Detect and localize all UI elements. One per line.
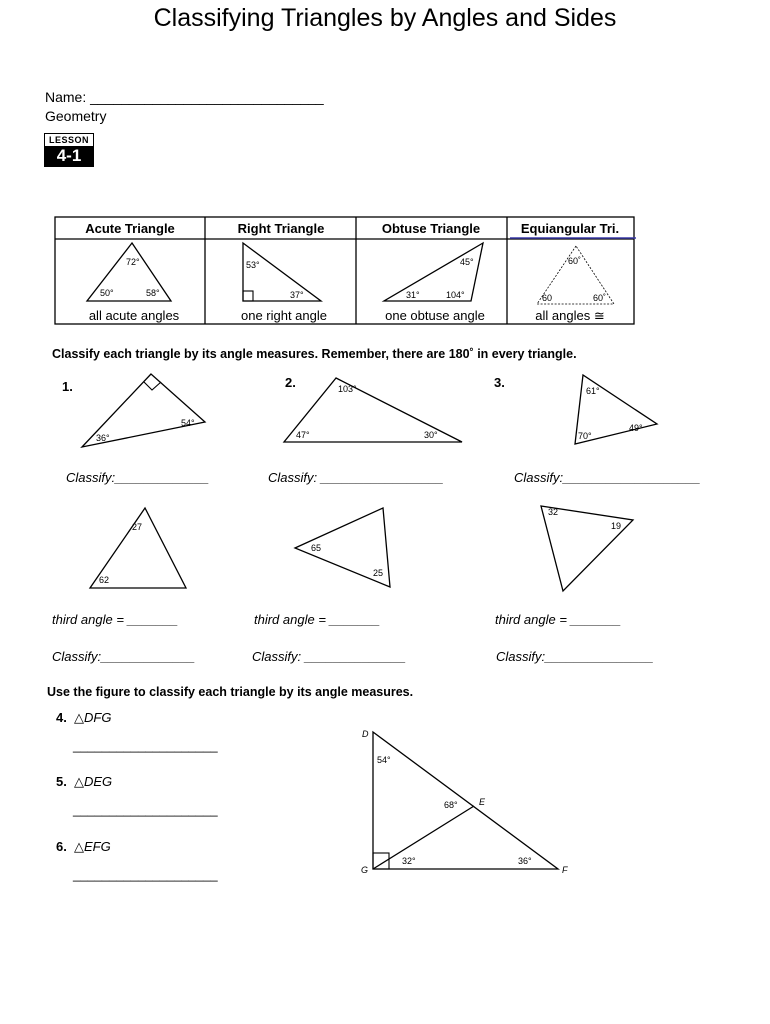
problem-6-triangle xyxy=(541,506,633,591)
question-label: △DEG xyxy=(74,774,113,789)
angle-label: 36° xyxy=(518,856,532,866)
caption-equiangular: all angles ≅ xyxy=(535,308,605,323)
third-angle-blank[interactable]: third angle = _______ xyxy=(254,612,381,627)
angle-label: 60˚ xyxy=(568,256,582,266)
angle-label: 72° xyxy=(126,257,140,267)
problem-number: 1. xyxy=(62,379,73,394)
angle-label: 68° xyxy=(444,800,458,810)
angle-label: 49° xyxy=(629,423,643,433)
vertex-label: F xyxy=(562,865,568,875)
right-angle-mark xyxy=(243,291,253,301)
angle-label: 31° xyxy=(406,290,420,300)
angle-label: 62 xyxy=(99,575,110,585)
question-number: 4. xyxy=(56,710,67,725)
angle-label: 45° xyxy=(460,257,474,267)
caption-right: one right angle xyxy=(240,308,328,323)
right-triangle-diagram xyxy=(243,243,321,301)
answer-blank[interactable]: ____________________ xyxy=(73,867,218,882)
classify-blank[interactable]: Classify:_____________ xyxy=(66,470,210,485)
angle-label: 19 xyxy=(611,521,622,531)
angle-label: 37° xyxy=(290,290,304,300)
angle-label: 60˚ xyxy=(593,293,607,303)
angle-label: 54° xyxy=(377,755,391,765)
vertex-label: D xyxy=(362,729,369,739)
right-angle-mark xyxy=(144,382,161,390)
table-header-acute: Acute Triangle xyxy=(85,221,175,236)
angle-label: 36° xyxy=(96,433,110,443)
table-header-right: Right Triangle xyxy=(237,221,325,236)
angle-label: 32 xyxy=(548,507,559,517)
third-angle-blank[interactable]: third angle = _______ xyxy=(495,612,622,627)
caption-obtuse: one obtuse angle xyxy=(385,308,485,323)
angle-label: 27 xyxy=(132,522,143,532)
vertex-label: E xyxy=(479,797,486,807)
subject-label: Geometry xyxy=(45,108,107,124)
third-angle-blank[interactable]: third angle = _______ xyxy=(52,612,179,627)
angle-label: 65 xyxy=(311,543,322,553)
lesson-word: LESSON xyxy=(48,135,89,145)
angle-label: 104° xyxy=(446,290,465,300)
lesson-number: 4-1 xyxy=(45,146,93,166)
instruction-figure: Use the figure to classify each triangle by its angle measures. xyxy=(47,685,414,699)
angle-label: 103° xyxy=(338,384,357,394)
angle-label: 53° xyxy=(246,260,260,270)
angle-label: 50° xyxy=(100,288,114,298)
name-field[interactable]: Name: ______________________________ xyxy=(45,89,324,105)
angle-label: 61° xyxy=(586,386,600,396)
instruction-classify: Classify each triangle by its angle measures. Remember, there are 180˚ in every triangle. xyxy=(52,347,577,361)
question-label: △EFG xyxy=(74,839,111,854)
angle-label: 32° xyxy=(402,856,416,866)
answer-blank[interactable]: ____________________ xyxy=(73,738,218,753)
classify-blank[interactable]: Classify: _________________ xyxy=(268,470,444,485)
angle-label: 60 xyxy=(542,293,553,303)
classify-blank[interactable]: Classify:_______________ xyxy=(496,649,654,664)
caption-acute: all acute angles xyxy=(88,308,180,323)
question-number: 5. xyxy=(56,774,67,789)
obtuse-triangle-diagram xyxy=(384,243,483,301)
classify-blank[interactable]: Classify:_____________ xyxy=(52,649,196,664)
question-number: 6. xyxy=(56,839,67,854)
angle-label: 70° xyxy=(578,431,592,441)
table-header-equiangular: Equiangular Tri. xyxy=(520,221,620,236)
angle-label: 54° xyxy=(181,418,195,428)
angle-label: 58° xyxy=(146,288,160,298)
vertex-label: G xyxy=(361,865,369,875)
classify-blank[interactable]: Classify:___________________ xyxy=(514,470,701,485)
angle-label: 30° xyxy=(424,430,438,440)
problem-number: 3. xyxy=(494,375,505,390)
problem-number: 2. xyxy=(285,375,296,390)
geometry-figure xyxy=(373,732,558,869)
table-header-obtuse: Obtuse Triangle xyxy=(381,221,481,236)
question-label: △DFG xyxy=(74,710,112,725)
classify-blank[interactable]: Classify: ______________ xyxy=(252,649,406,664)
angle-label: 47° xyxy=(296,430,310,440)
answer-blank[interactable]: ____________________ xyxy=(73,802,218,817)
page-title: Classifying Triangles by Angles and Sides xyxy=(153,4,617,32)
angle-label: 25 xyxy=(373,568,384,578)
